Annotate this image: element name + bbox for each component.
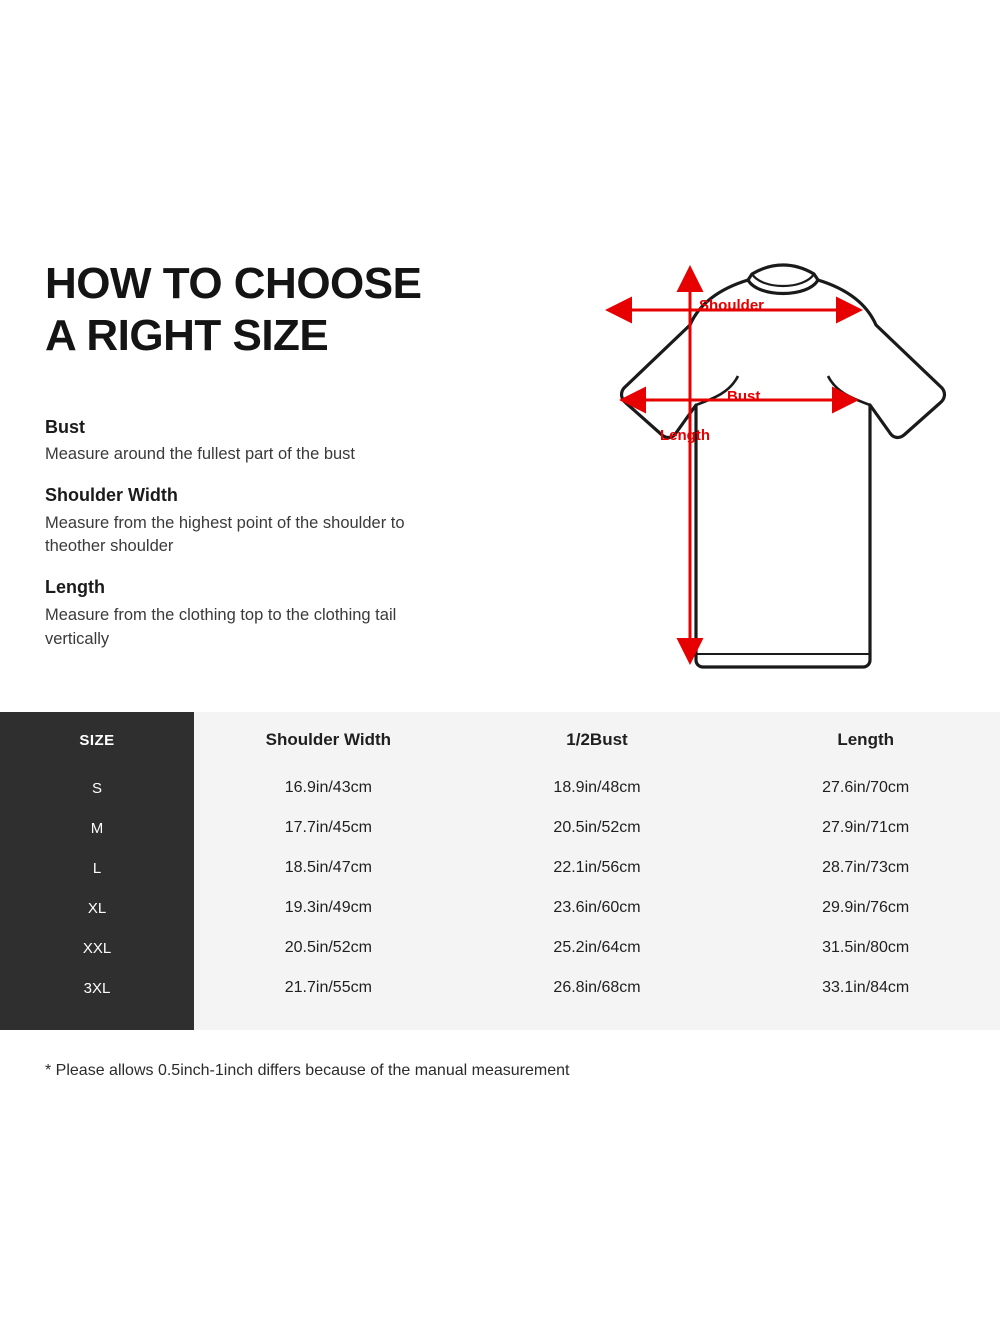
table-row: L xyxy=(92,859,102,877)
table-row: XL xyxy=(87,899,107,917)
tshirt-diagram xyxy=(500,230,1000,700)
definition-shoulder-width xyxy=(45,483,545,559)
shirt-body-path xyxy=(622,265,945,667)
cell-shoulder: 16.9in/43cm xyxy=(284,779,372,796)
table-row: S xyxy=(91,779,102,797)
cell-bust: 22.1in/56cm xyxy=(553,859,641,876)
bust-dimension-label: Bust xyxy=(727,388,761,405)
page-title-line1: HOW TO CHOOSE xyxy=(45,259,422,308)
table-row xyxy=(194,968,1000,1008)
column-header-shoulder-width: Shoulder Width xyxy=(265,730,392,749)
table-header-row xyxy=(194,712,1000,768)
table-row: M xyxy=(90,819,104,837)
definition-bust xyxy=(45,415,545,467)
measurement-definitions xyxy=(45,415,545,668)
column-header-half-bust: 1/2Bust xyxy=(566,730,628,749)
cell-shoulder: 18.5in/47cm xyxy=(284,859,372,876)
size-column xyxy=(0,712,194,1030)
cell-length: 33.1in/84cm xyxy=(822,979,910,996)
measurements-columns xyxy=(194,712,1000,1030)
column-header-length: Length xyxy=(837,730,894,749)
table-row xyxy=(194,808,1000,848)
size-column-header: SIZE xyxy=(79,731,115,749)
definition-length xyxy=(45,575,545,651)
shoulder-dimension-label: Shoulder xyxy=(699,297,765,314)
length-dimension-label: Length xyxy=(660,427,710,444)
measurement-disclaimer: * Please allows 0.5inch-1inch differs because of the manual measurement xyxy=(45,1062,570,1079)
definition-description: Measure from the clothing top to the clothing tail vertically xyxy=(45,605,397,648)
cell-length: 28.7in/73cm xyxy=(822,859,910,876)
definition-term: Shoulder Width xyxy=(45,485,178,506)
page-title-line2: A RIGHT SIZE xyxy=(45,310,329,360)
cell-shoulder: 20.5in/52cm xyxy=(284,939,372,956)
page-title xyxy=(45,258,565,362)
table-row xyxy=(194,848,1000,888)
definition-term: Bust xyxy=(45,417,85,437)
cell-length: 29.9in/76cm xyxy=(822,899,910,916)
table-row xyxy=(194,928,1000,968)
cell-shoulder: 17.7in/45cm xyxy=(284,819,372,836)
size-chart-table xyxy=(0,712,1000,1030)
definition-description: Measure around the fullest part of the bust xyxy=(45,445,356,464)
cell-length: 27.6in/70cm xyxy=(822,779,910,796)
definition-term: Length xyxy=(45,577,105,598)
table-row xyxy=(194,768,1000,808)
cell-length: 27.9in/71cm xyxy=(822,819,910,836)
table-row: 3XL xyxy=(83,979,111,997)
cell-shoulder: 19.3in/49cm xyxy=(284,899,372,916)
cell-bust: 25.2in/64cm xyxy=(553,939,641,956)
table-row xyxy=(194,888,1000,928)
cell-bust: 26.8in/68cm xyxy=(553,979,641,996)
definition-description: Measure from the highest point of the shoulder to theother shoulder xyxy=(45,513,405,556)
cell-shoulder: 21.7in/55cm xyxy=(284,979,372,996)
cell-length: 31.5in/80cm xyxy=(822,939,910,956)
table-row: XXL xyxy=(82,939,112,957)
cell-bust: 20.5in/52cm xyxy=(553,819,641,836)
cell-bust: 18.9in/48cm xyxy=(553,779,641,796)
cell-bust: 23.6in/60cm xyxy=(553,899,641,916)
